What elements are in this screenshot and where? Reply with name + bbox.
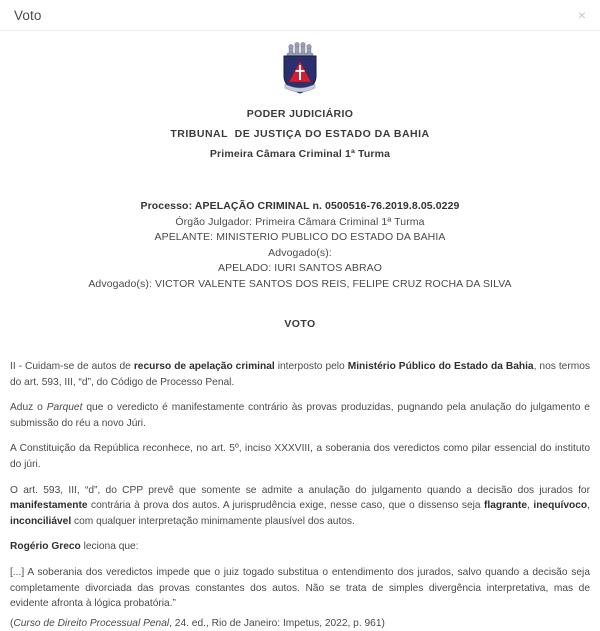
p1-bold-recurso: recurso de apelação criminal — [133, 361, 275, 372]
p4-bold-inequivoco: inequívoco — [533, 500, 588, 512]
p2-italic-parquet: Parquet — [46, 402, 83, 414]
p1-text-a: II - Cuidam-se de autos de — [10, 361, 134, 372]
paragraph-2 — [10, 400, 590, 431]
paragraph-4 — [10, 483, 590, 530]
p4-text-a: O art. 593, III, “d”, do CPP prevê que somente se admite a anulação do julgamento quando a decisão dos jurados for — [10, 484, 590, 496]
p1-text-d: , nos termos do art. 593, III, “d”, do Código de Processo Penal. — [10, 361, 590, 388]
p1-bold-mp: Ministério Público do Estado da Bahia — [347, 361, 534, 372]
p2-text-b: que o veredicto é manifestamente contrário às provas produzidas, pugnando pela anulação do julgamento e submissão do réu a novo Júri. — [10, 402, 590, 429]
court-line-poder-judiciario: PODER JUDICIÁRIO — [246, 108, 354, 120]
process-advogado-apelado: Advogado(s): VICTOR VALENTE SANTOS DOS REIS, FELIPE CRUZ ROCHA DA SILVA — [88, 277, 512, 290]
p7-citation-rest: , 24. ed., Rio de Janeiro: Impetus, 2022, p. 961) — [169, 617, 385, 629]
court-line-tribunal: TRIBUNAL DE JUSTIÇA DO ESTADO DA BAHIA — [170, 128, 430, 140]
emblem-container — [10, 40, 590, 97]
tjba-coat-of-arms-icon — [277, 40, 323, 97]
p5-bold-author: Rogério Greco — [10, 541, 81, 553]
p5-text-a: leciona que: — [80, 541, 139, 553]
p7-italic-book-title: Curso de Direito Processual Penal — [13, 617, 170, 629]
page-title: Voto — [14, 7, 42, 23]
p4-text-e: , — [587, 500, 590, 512]
close-icon[interactable]: × — [577, 7, 586, 23]
voto-text — [10, 359, 590, 631]
modal-header — [0, 0, 600, 31]
process-apelante: APELANTE: MINISTERIO PUBLICO DO ESTADO DA BAHIA — [154, 231, 446, 243]
p4-bold-flagrante: flagrante — [484, 500, 528, 512]
process-apelado: APELADO: IURI SANTOS ABRAO — [217, 262, 383, 274]
p7-open-paren: ( — [10, 617, 14, 629]
p1-text-c: interposto pelo — [274, 361, 348, 372]
p4-text-d: , — [527, 500, 534, 512]
p4-bold-inconciliavel: inconciliável — [10, 515, 72, 527]
process-advogado-apelante: Advogado(s): — [268, 246, 332, 259]
paragraph-7-citation — [10, 616, 590, 631]
voto-section-heading: VOTO — [284, 318, 316, 330]
process-orgao-julgador: Órgão Julgador: Primeira Câmara Criminal 1ª Turma — [175, 215, 425, 228]
paragraph-3: A Constituição da República reconhece, no art. 5º, inciso XXXVIII, a soberania dos veredictos como pilar essencial do instituto do júri. — [10, 443, 590, 470]
p2-text-a: Aduz o — [10, 402, 47, 414]
paragraph-1 — [10, 359, 590, 390]
process-info-block — [10, 199, 590, 292]
paragraph-5-doctrine-intro — [10, 539, 590, 555]
paragraph-6-quotation: [...] A soberania dos veredictos impede que o juiz togado substitua o entendimento dos jurados, salvo quando a decisão seja completamente divorciada das provas constantes dos autos. Não se trata de simples divergência interpretativa, mas de evidente afronta à lógica probatória.” — [10, 566, 590, 610]
p4-bold-manifestamente: manifestamente — [10, 500, 88, 512]
court-line-camara: Primeira Câmara Criminal 1ª Turma — [209, 148, 391, 160]
document-body — [0, 40, 600, 631]
process-number: Processo: APELAÇÃO CRIMINAL n. 0500516-76.2019.8.05.0229 — [140, 200, 460, 212]
p4-text-f: com qualquer interpretação minimamente plausível dos autos. — [71, 515, 355, 527]
p4-text-c: contrária à prova dos autos. A jurisprudência exige, nesse caso, que o dissenso seja — [87, 500, 485, 512]
court-heading — [10, 104, 590, 164]
